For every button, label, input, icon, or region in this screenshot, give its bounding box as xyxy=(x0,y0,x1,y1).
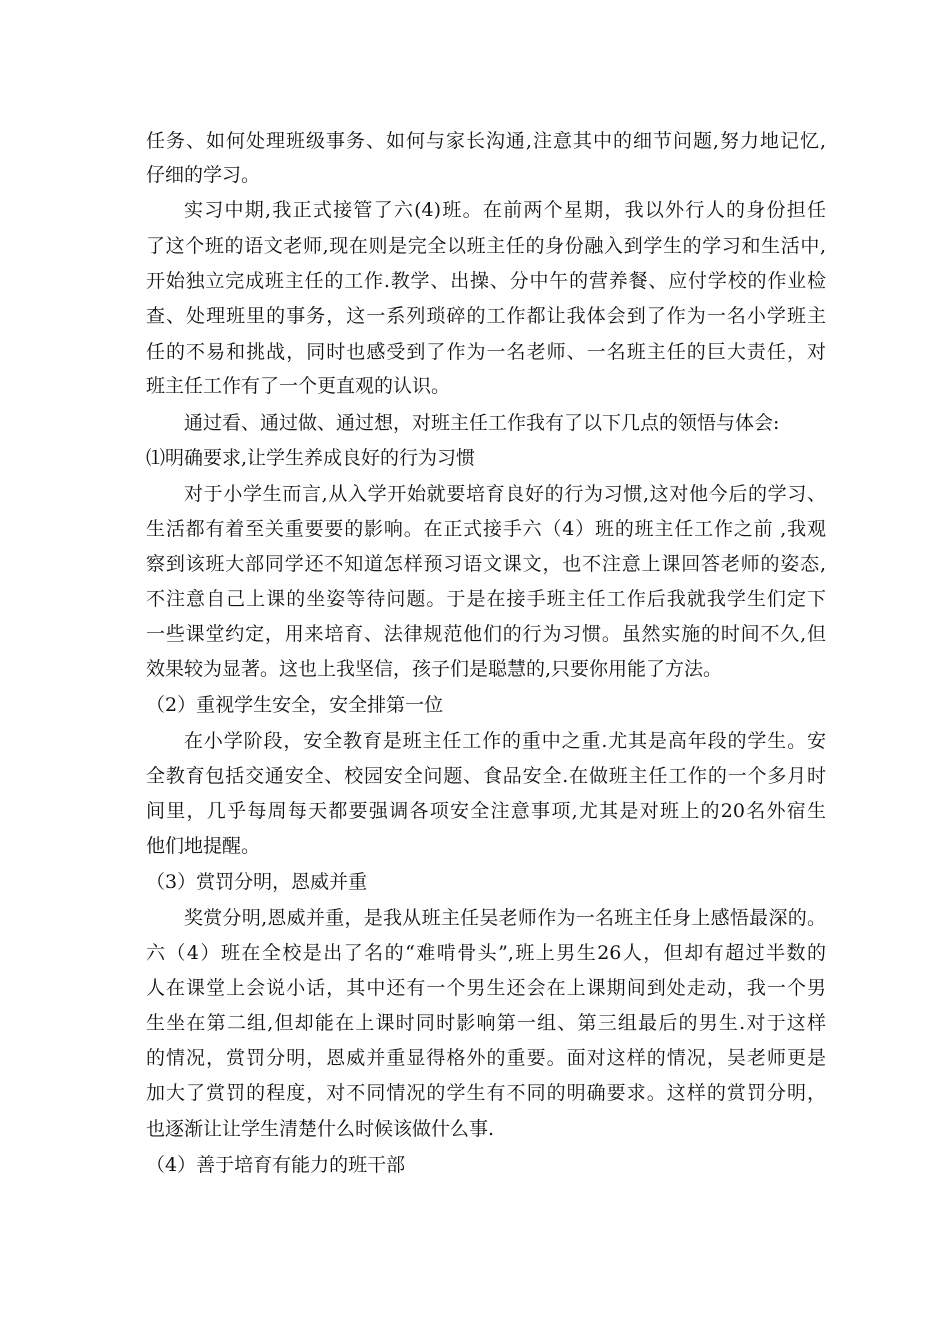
paragraph-start-line: 对于小学生而言,从入学开始就要培育良好的行为习惯,这对他今后的学习、 xyxy=(184,483,826,505)
text-line: 了这个班的语文老师,现在则是完全以班主任的身份融入到学生的学习和生活中, xyxy=(146,235,826,257)
text-line: 任的不易和挑战，同时也感受到了作为一名老师、一名班主任的巨大责任，对 xyxy=(146,341,826,363)
section-heading: （2）重视学生安全，安全排第一位 xyxy=(146,694,444,716)
text-line: 仔细的学习。 xyxy=(146,164,261,186)
text-line: 间里，几乎每周每天都要强调各项安全注意事项,尤其是对班上的20名外宿生 xyxy=(146,800,826,822)
text-line: 人在课堂上会说小话，其中还有一个男生还会在上课期间到处走动，我一个男 xyxy=(146,977,826,999)
text-line: 生活都有着至关重要要的影响。在正式接手六（4）班的班主任工作之前 ,我观 xyxy=(146,518,826,540)
text-line: 察到该班大部同学还不知道怎样预习语文课文，也不注意上课回答老师的姿态, xyxy=(146,553,826,575)
section-heading: （4）善于培育有能力的班干部 xyxy=(146,1154,406,1176)
text-line: 班主任工作有了一个更直观的认识。 xyxy=(146,375,451,397)
text-line: 他们地提醒。 xyxy=(146,835,261,857)
paragraph-start-line: 奖赏分明,恩威并重，是我从班主任吴老师作为一名班主任身上感悟最深的。 xyxy=(184,907,826,929)
section-heading: （3）赏罚分明，恩威并重 xyxy=(146,871,368,893)
text-line: 开始独立完成班主任的工作.教学、出操、分中午的营养餐、应付学校的作业检 xyxy=(146,270,826,292)
text-line: 也逐渐让让学生清楚什么时候该做什么事. xyxy=(146,1118,495,1140)
text-line: 的情况，赏罚分明，恩威并重显得格外的重要。面对这样的情况，吴老师更是 xyxy=(146,1047,826,1069)
text-line: 查、处理班里的事务，这一系列琐碎的工作都让我体会到了作为一名小学班主 xyxy=(146,305,826,327)
text-line: 任务、如何处理班级事务、如何与家长沟通,注意其中的细节问题,努力地记忆, xyxy=(146,130,826,152)
text-line: 全教育包括交通安全、校园安全问题、食品安全.在做班主任工作的一个多月时 xyxy=(146,765,826,787)
text-line: 加大了赏罚的程度，对不同情况的学生有不同的明确要求。这样的赏罚分明， xyxy=(146,1082,826,1104)
paragraph-start-line: 在小学阶段，安全教育是班主任工作的重中之重.尤其是高年段的学生。安 xyxy=(184,730,826,752)
text-line: 不注意自己上课的坐姿等待问题。于是在接手班主任工作后我就我学生们定下 xyxy=(146,588,826,610)
text-line: 一些课堂约定，用来培育、法律规范他们的行为习惯。虽然实施的时间不久,但 xyxy=(146,623,826,645)
text-line: 生坐在第二组,但却能在上课时同时影响第一组、第三组最后的男生.对于这样 xyxy=(146,1012,826,1034)
paragraph-start-line: 实习中期,我正式接管了六(4)班。在前两个星期，我以外行人的身份担任 xyxy=(184,199,826,221)
paragraph-start-line: 通过看、通过做、通过想，对班主任工作我有了以下几点的领悟与体会: xyxy=(184,412,780,434)
section-heading: ⑴明确要求,让学生养成良好的行为习惯 xyxy=(146,447,476,469)
text-line: 六（4）班在全校是出了名的“难啃骨头”,班上男生26人，但却有超过半数的 xyxy=(146,942,826,964)
text-line: 效果较为显著。这也上我坚信，孩子们是聪慧的,只要你用能了方法。 xyxy=(146,658,723,680)
